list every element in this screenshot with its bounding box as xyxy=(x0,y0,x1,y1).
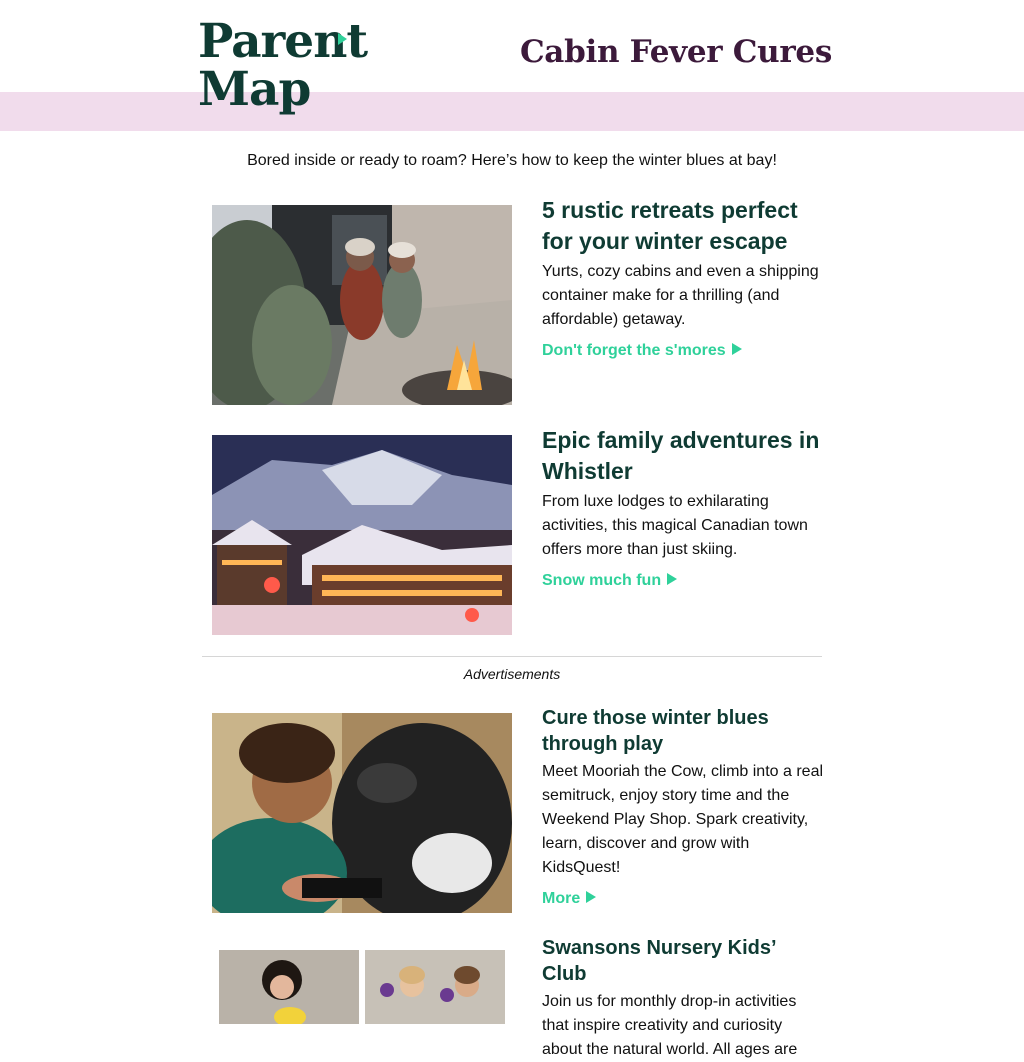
play-arrow-icon xyxy=(586,891,596,903)
ad-text xyxy=(542,705,824,908)
logo-word-parent: Parent xyxy=(198,14,368,69)
article-heading[interactable]: Epic family adventures in Whistler xyxy=(542,427,820,484)
ad-card xyxy=(212,937,824,1058)
parentmap-logo[interactable] xyxy=(198,14,368,122)
email-header xyxy=(0,0,1024,131)
ad-card xyxy=(212,707,824,913)
snow-fun-link[interactable] xyxy=(542,572,677,590)
logo-play-icon xyxy=(338,33,347,45)
fire-pit-family-image xyxy=(212,205,512,405)
ad-heading[interactable]: Cure those winter blues through play xyxy=(542,707,769,755)
swansons-photo[interactable] xyxy=(212,945,512,1024)
child-cow-image xyxy=(212,713,512,913)
ad-description: Join us for monthly drop-in activities that inspire creativity and curiosity about the natural world. All ages are xyxy=(542,993,798,1058)
ad-text xyxy=(542,935,824,1062)
whistler-village-image xyxy=(212,435,512,635)
advertisements-label: Advertisements xyxy=(463,666,561,682)
play-arrow-icon xyxy=(667,573,677,585)
rustic-retreat-photo[interactable] xyxy=(212,205,512,405)
kidsquest-photo[interactable] xyxy=(212,713,512,913)
article-description: From luxe lodges to exhilarating activities, this magical Canadian town offers more than just skiing. xyxy=(542,493,808,558)
cta-label: Don't forget the s'mores xyxy=(542,342,726,359)
ad-heading[interactable]: Swansons Nursery Kids’ Club xyxy=(542,937,776,985)
kids-club-image xyxy=(212,945,512,1024)
ad-description: Meet Mooriah the Cow, climb into a real semitruck, enjoy story time and the Weekend Play Shop. Spark creativity, learn, discover and grow with KidsQuest! xyxy=(542,763,824,876)
article-card xyxy=(212,197,824,405)
article-description: Yurts, cozy cabins and even a shipping container make for a thrilling (and affordable) getaway. xyxy=(542,263,819,328)
section-divider xyxy=(202,656,822,657)
newsletter-title: Cabin Fever Cures xyxy=(519,34,832,70)
smores-link[interactable] xyxy=(542,342,742,360)
article-text xyxy=(542,195,824,360)
article-heading[interactable]: 5 rustic retreats perfect for your winter escape xyxy=(542,197,798,254)
header-band xyxy=(0,92,1024,131)
article-card xyxy=(212,427,824,635)
whistler-photo[interactable] xyxy=(212,435,512,635)
cta-label: More xyxy=(542,890,581,907)
cta-label: Snow much fun xyxy=(542,572,662,589)
article-text xyxy=(542,425,824,590)
intro-text: Bored inside or ready to roam? Here’s how to keep the winter blues at bay! xyxy=(247,152,777,169)
play-arrow-icon xyxy=(732,343,742,355)
logo-word-map: Map xyxy=(198,62,311,117)
more-link[interactable] xyxy=(542,890,596,908)
